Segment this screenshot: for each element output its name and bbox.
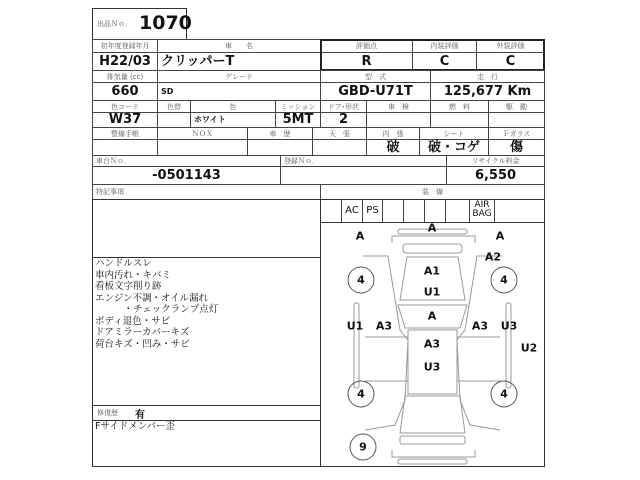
h-innerpanel: 内 張 (366, 127, 420, 140)
mileage: 125,677 Km (430, 82, 545, 101)
remarks-text: ハンドルスレ 車内汚れ・キバミ 看板文字削り跡 エンジン不調・オイル漏れ ・チェックランプ点灯 ボディ退色・サビ ドアミラーカバーキズ 荷台キズ・凹み・サビ (95, 258, 219, 350)
h-exterior: 外装評価 (476, 39, 545, 53)
h-model: 型 式 (320, 70, 431, 83)
repair-label: 修復歴 (97, 409, 118, 417)
damage-left-step: U1 (346, 319, 364, 333)
seat: 破・コゲ (419, 139, 489, 156)
equip-cell (446, 199, 470, 222)
recycle-fee: 6,550 (446, 166, 545, 185)
h-cc: 排気量 (cc) (92, 70, 158, 83)
damage-windshield-2: U1 (423, 285, 441, 299)
reg-date: H22/03 (92, 52, 158, 71)
equip-ac: AC (342, 199, 363, 222)
damage-front-bumper: A (427, 221, 437, 235)
lot-number: 1070 (139, 12, 192, 34)
h-name: 車 名 (157, 39, 321, 53)
color: ホワイト (190, 112, 276, 128)
damage-front-right: A (495, 229, 505, 243)
h-fglass: Ｆガラス (488, 127, 545, 140)
spare-tire: 9 (359, 440, 367, 454)
equip-cell (404, 199, 425, 222)
equip-cell (383, 199, 404, 222)
h-color: 色 (190, 100, 276, 113)
remarks-blank (92, 199, 321, 258)
h-fuel: 燃 料 (430, 100, 489, 113)
damage-right-bed: A3 (471, 319, 489, 333)
h-recycle: リサイクル料金 (446, 155, 545, 167)
damage-front-left: A (355, 229, 365, 243)
mission: 5MT (275, 112, 321, 128)
h-colorchange: 色替 (157, 100, 191, 113)
door: 2 (320, 112, 367, 128)
color-code: W37 (92, 112, 158, 128)
chassis-no: -0501143 (92, 166, 281, 185)
h-inspection: 車 検 (366, 100, 431, 113)
equip-airbag: AIR BAG (470, 199, 495, 222)
model: GBD-U71T (320, 82, 431, 101)
color-change (157, 112, 191, 128)
damage-right-step: U3 (500, 319, 518, 333)
tire-rear-left: 4 (357, 387, 365, 401)
manual (92, 139, 158, 156)
ceiling (312, 139, 367, 156)
fglass: 傷 (488, 139, 545, 156)
h-grade: グレード (157, 70, 321, 83)
damage-right-fender: A2 (484, 250, 502, 264)
inspection (366, 112, 431, 128)
h-history: 車 歴 (247, 127, 313, 140)
tire-front-right: 4 (500, 273, 508, 287)
remarks-box (92, 257, 321, 406)
h-drive: 駆 動 (488, 100, 545, 113)
h-interior: 内装評価 (412, 39, 477, 53)
h-manual: 整備手帳 (92, 127, 158, 140)
equip-cell (425, 199, 446, 222)
damage-windshield: A1 (423, 264, 441, 278)
lot-label: 出品Ｎｏ． (97, 20, 132, 28)
h-regno: 登録Ｎｏ． (280, 155, 447, 167)
innerpanel: 破 (366, 139, 420, 156)
damage-left-bed: A3 (375, 319, 393, 333)
h-mileage: 走 行 (430, 70, 545, 83)
h-colorcode: 色コード (92, 100, 158, 113)
damage-bed-floor-2: U3 (423, 360, 441, 374)
repair-value: 有 (135, 410, 145, 421)
score: R (320, 52, 413, 71)
damage-roof: A (427, 309, 437, 323)
drive (488, 112, 545, 128)
equip-ps: PS (363, 199, 383, 222)
history (247, 139, 313, 156)
repair-box (92, 420, 321, 467)
h-score: 評価点 (320, 39, 413, 53)
tire-front-left: 4 (357, 273, 365, 287)
h-ceiling: 天 張 (312, 127, 367, 140)
car-name: クリッパーT (157, 52, 321, 71)
h-door: ドア･形状 (320, 100, 367, 113)
h-chassis: 車台Ｎｏ． (92, 155, 281, 167)
reg-no (280, 166, 447, 185)
damage-right-side: U2 (520, 341, 538, 355)
nox (157, 139, 248, 156)
h-reg: 初年度登録年月 (92, 39, 158, 53)
fuel (430, 112, 489, 128)
remarks-header: 特記事項 (92, 184, 321, 200)
repair-row (92, 405, 321, 421)
exterior-grade: C (476, 52, 545, 71)
cc: 660 (92, 82, 158, 101)
h-mission: ミッション (275, 100, 321, 113)
equip-cell (320, 199, 342, 222)
interior-grade: C (412, 52, 477, 71)
tire-rear-right: 4 (500, 387, 508, 401)
lot-box (92, 8, 192, 40)
score-frame (320, 39, 545, 71)
damage-bed-floor: A3 (423, 337, 441, 351)
h-nox: ＮＯＸ (157, 127, 248, 140)
h-seat: シート (419, 127, 489, 140)
equipment-header: 装 備 (320, 184, 545, 200)
grade: SD (157, 82, 321, 101)
repair-text: Fサイドメンバー歪 (95, 421, 176, 432)
